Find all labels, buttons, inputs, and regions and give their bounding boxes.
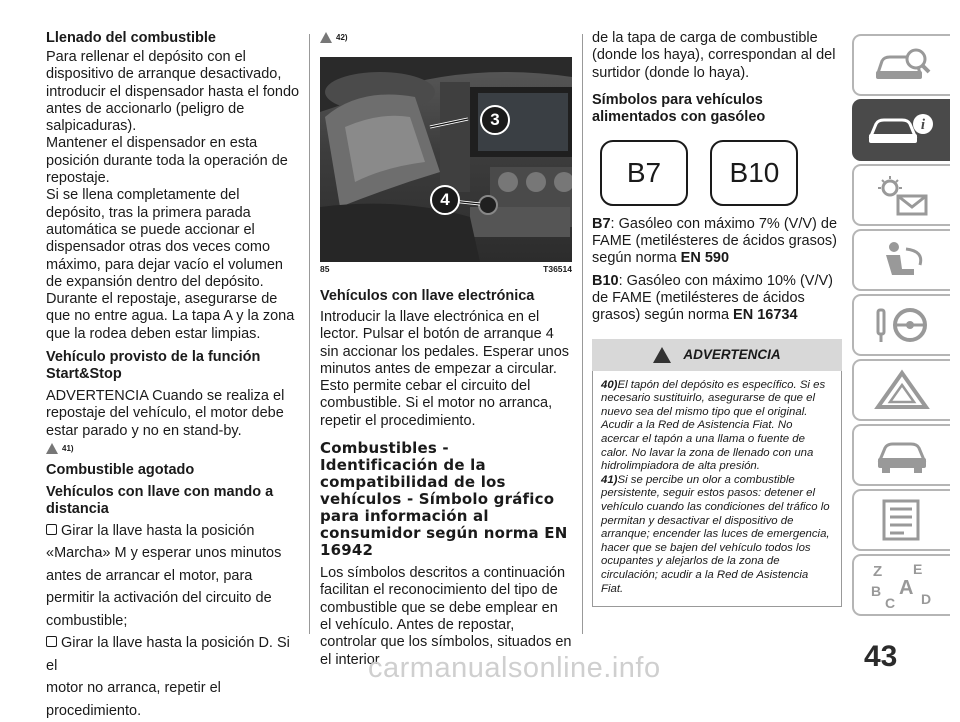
fuel-symbol-b7: B7 xyxy=(600,140,688,206)
warning-triangle-icon xyxy=(46,443,58,454)
chapter-tabs xyxy=(852,34,960,619)
fuel-symbol-b10: B10 xyxy=(710,140,798,206)
warning-note-40: 40)El tapón del depósito es específico. Si es necesario sustituirlo, asegurarse de que el nuevo sea del mismo tipo que el original. Acudir a la Red de Asistencia Fiat. No acercar el tapón a una llama o fuente de calor. No lavar la zona de llenado con una hidrolimpiadora de alta presión. xyxy=(601,378,826,473)
section-title-fuel-identification: Combustibles - Identificación de la compatibilidad de los vehículos - Símbolo gráfico para información al consumidor según norma EN 16942 xyxy=(320,439,568,560)
tab-technical-data[interactable] xyxy=(852,489,950,551)
warning-ref-number: 42) xyxy=(336,33,348,42)
tab-emergency[interactable] xyxy=(852,359,950,421)
column-middle xyxy=(320,32,572,669)
airbag-seat-icon xyxy=(872,239,932,281)
list-item-text: motor no arranca, repetir el xyxy=(46,680,221,697)
section-title-start-stop: Vehículo provisto de la función Start&Stop xyxy=(46,349,261,383)
figure-caption xyxy=(320,262,572,274)
list-item-text: permitir la activación del circuito de xyxy=(46,590,272,607)
paragraph: de la tapa de carga de combustible (donde los haya), correspondan al del surtidor (donde lo haya). xyxy=(592,30,836,81)
list-item-text: «Marcha» M y esperar unos minutos xyxy=(46,545,282,562)
tab-maintenance[interactable] xyxy=(852,424,950,486)
warning-note-41: 41)Si se percibe un olor a combustible persistente, seguir estos pasos: detener el vehículo cuando las condiciones del tráfico lo permitan y desactivar el dispositivo de arranque; encender las luces de emergencia, hacer que se bajen del vehículo todos los ocupantes y alejarlos de la zona de circulación; acudir a la Red de Asistencia Fiat. xyxy=(601,473,830,595)
b7-description: B7: Gasóleo con máximo 7% (V/V) de FAME (metilésteres de ácidos grasos) según norma EN 590 xyxy=(592,215,838,267)
list-item: Girar la llave hasta la posición xyxy=(46,520,301,543)
watermark: carmanualsonline.info xyxy=(368,652,661,684)
bullet-icon xyxy=(46,524,57,535)
warning-reference xyxy=(320,32,572,43)
tab-car-info[interactable] xyxy=(852,99,950,161)
list-item-text: procedimiento. xyxy=(46,702,142,719)
page-number: 43 xyxy=(864,640,898,673)
warning-reference xyxy=(46,443,301,454)
section-title-fuel-filling: Llenado del combustible xyxy=(46,30,216,46)
dashboard-photo xyxy=(320,57,572,262)
section-title-diesel-symbols: Símbolos para vehículos alimentados con gasóleo xyxy=(592,91,766,125)
paragraph: Para rellenar el depósito con el dispositivo de arranque desactivado, introducir el dispensador hasta el fondo antes de accionarlo (peligro de salpicaduras). xyxy=(46,49,300,135)
column-right xyxy=(592,30,842,607)
list-item-text: antes de arrancar el motor, para xyxy=(46,567,253,584)
index-letter: Z xyxy=(873,563,883,580)
data-sheet-icon xyxy=(872,497,932,543)
callout-3: 3 xyxy=(480,105,510,135)
figure-code: T36514 xyxy=(543,264,572,274)
fuel-symbols xyxy=(600,140,842,206)
index-letter: C xyxy=(885,595,896,610)
steering-key-icon xyxy=(872,304,932,346)
car-info-icon xyxy=(867,110,937,150)
warning-box-body xyxy=(592,371,842,608)
bullet-icon xyxy=(46,636,57,647)
index-letter: E xyxy=(913,561,923,577)
paragraph: Introducir la llave electrónica en el lector. Pulsar el botón de arranque 4 sin accionar los pedales. Esperar unos minutos antes de empezar a circular. Esto permite cebar el circuito del combustible. Si el motor no arranca, repetir el procedimiento. xyxy=(320,309,570,429)
index-letter: B xyxy=(871,583,882,599)
car-search-icon xyxy=(872,45,932,85)
warning-box-header xyxy=(592,339,842,371)
tab-safety[interactable] xyxy=(852,229,950,291)
list-item-text: combustible; xyxy=(46,612,128,629)
column-divider-1 xyxy=(309,34,310,634)
column-divider-2 xyxy=(582,34,583,634)
warning-lights-icon xyxy=(872,174,932,216)
tab-warning-lights[interactable] xyxy=(852,164,950,226)
figure-number: 85 xyxy=(320,264,330,274)
warning-triangle-icon xyxy=(320,32,332,43)
dashboard-illustration xyxy=(320,57,572,262)
list-item: Girar la llave hasta la posición D. Si el xyxy=(46,635,290,674)
subsection-title-remote-key: Vehículos con llave con mando a distancia xyxy=(46,483,274,517)
paragraph: ADVERTENCIA Cuando se realiza el repostaje del vehículo, el motor debe estar parado y no en stand-by. xyxy=(46,388,285,439)
tab-starting-driving[interactable] xyxy=(852,294,950,356)
callout-4: 4 xyxy=(430,185,460,215)
alphabetical-index-icon xyxy=(867,560,937,610)
tab-car-search[interactable] xyxy=(852,34,950,96)
b10-description: B10: Gasóleo con máximo 10% (V/V) de FAME (metilésteres de ácidos grasos) según norma EN 16734 xyxy=(592,272,833,324)
svg-text:i: i xyxy=(920,117,926,133)
section-title-electronic-key: Vehículos con llave electrónica xyxy=(320,288,535,304)
paragraph: Los símbolos descritos a continuación facilitan el reconocimiento del tipo de combustible que se debe emplear en el vehículo. Antes de repostar, controlar que los símbolos, situados en el interior xyxy=(320,565,572,668)
paragraph: Mantener el dispensador en esta posición durante toda la operación de repostaje. xyxy=(46,135,288,187)
car-maintenance-icon xyxy=(872,434,932,476)
warning-box-title: ADVERTENCIA xyxy=(683,347,781,363)
column-left xyxy=(46,30,301,722)
warning-triangle-icon xyxy=(653,347,671,363)
warning-ref-number: 41) xyxy=(62,443,74,453)
section-title-fuel-empty: Combustible agotado xyxy=(46,461,195,478)
tab-index[interactable] xyxy=(852,554,950,616)
index-letter: D xyxy=(921,591,932,607)
paragraph: Si se llena completamente del depósito, tras la primera parada automática se puede accionar el dispensador otras dos veces como máximo, para dejar vacío el volumen de expansión dentro del depósito. Durante el repostaje, asegurarse de que no entre agua. La tapa A y la zona que la rodea deben estar limpias. xyxy=(46,187,295,342)
emergency-triangle-icon xyxy=(872,369,932,411)
index-letter: A xyxy=(899,577,914,599)
